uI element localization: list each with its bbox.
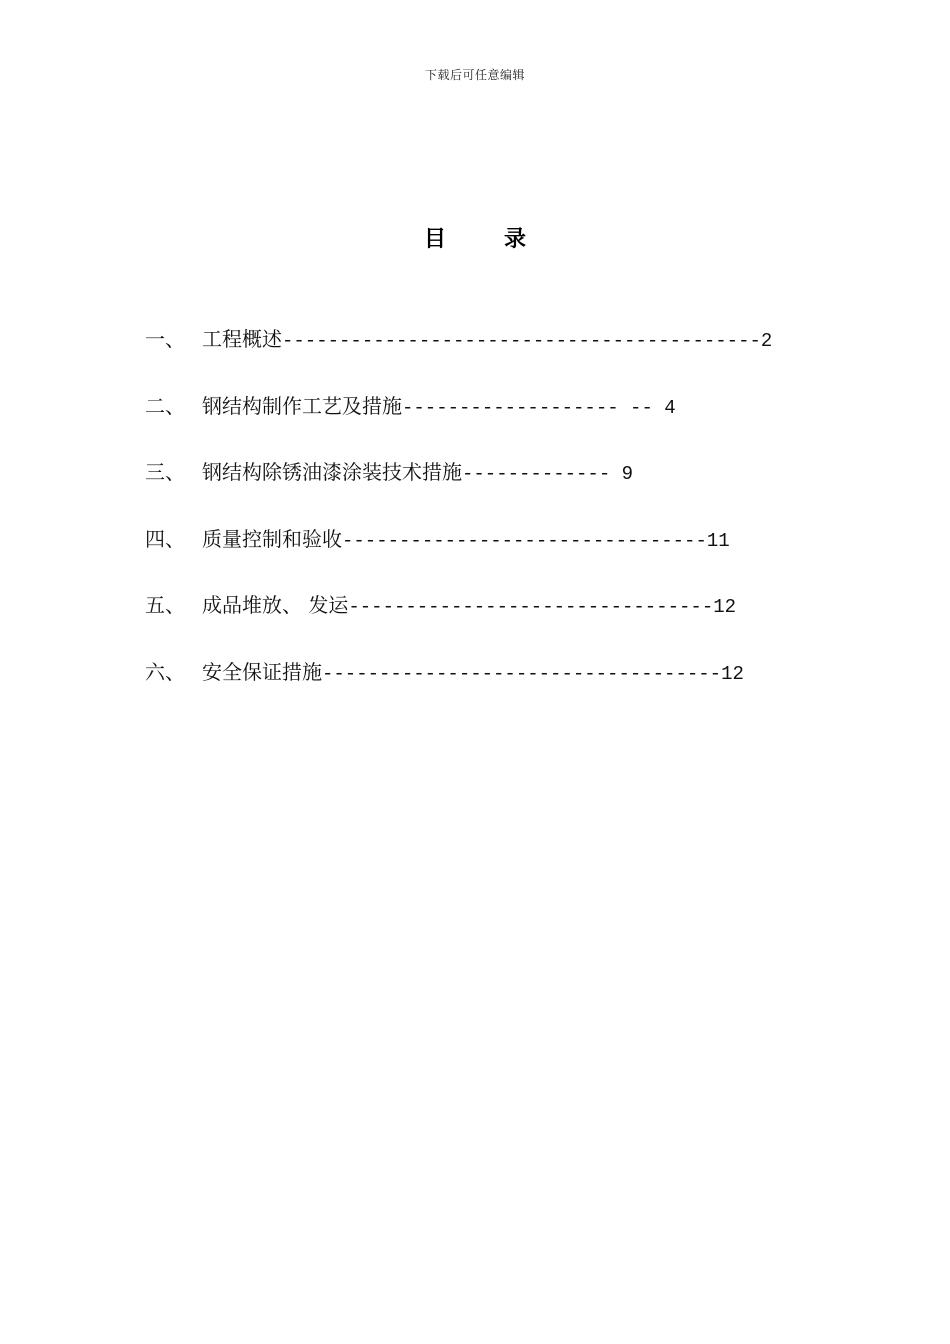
- toc-item-leader: -----------------------------------: [322, 662, 722, 685]
- toc-item-page: 11: [706, 529, 730, 552]
- toc-item-5[interactable]: [145, 590, 772, 657]
- toc-item-title: 成品堆放、 发运: [202, 593, 349, 617]
- toc-item-number: 六、: [145, 659, 185, 684]
- toc-title-right: 录: [504, 226, 527, 252]
- toc-item-title: 钢结构制作工艺及措施: [202, 393, 402, 418]
- toc-item-page: 9: [621, 463, 634, 485]
- toc-item-title: 钢结构除锈油漆涂装技术措施: [202, 460, 462, 484]
- toc-item-1[interactable]: [145, 324, 772, 391]
- toc-item-6[interactable]: [145, 657, 772, 724]
- toc-item-number: 二、: [145, 393, 185, 418]
- header-note: 下载后可任意编辑: [424, 68, 525, 82]
- toc-item-page: 2: [760, 330, 773, 352]
- toc-item-3[interactable]: [145, 457, 772, 524]
- toc-item-leader: --------------------------------: [342, 529, 707, 552]
- toc-item-number: 一、: [145, 327, 185, 351]
- toc-item-leader: ------------------------------------------: [282, 330, 761, 352]
- toc-item-2[interactable]: [145, 391, 772, 458]
- toc-item-number: 五、: [145, 593, 185, 617]
- toc-item-leader: --------------------------------: [348, 596, 714, 618]
- toc-item-page: 12: [713, 596, 737, 618]
- toc-item-leader: -------------: [462, 463, 622, 485]
- toc-item-title: 质量控制和验收: [202, 526, 342, 551]
- toc-item-leader: ------------------- --: [402, 396, 665, 419]
- table-of-contents: [145, 324, 772, 723]
- toc-item-number: 四、: [145, 526, 185, 551]
- toc-item-page: 4: [664, 396, 676, 419]
- toc-item-title: 安全保证措施: [202, 659, 322, 684]
- toc-item-page: 12: [721, 662, 744, 685]
- toc-title: [0, 222, 950, 253]
- toc-title-left: 目: [423, 226, 446, 252]
- toc-item-title: 工程概述: [202, 327, 282, 351]
- toc-item-number: 三、: [145, 460, 185, 484]
- toc-item-4[interactable]: [145, 524, 772, 591]
